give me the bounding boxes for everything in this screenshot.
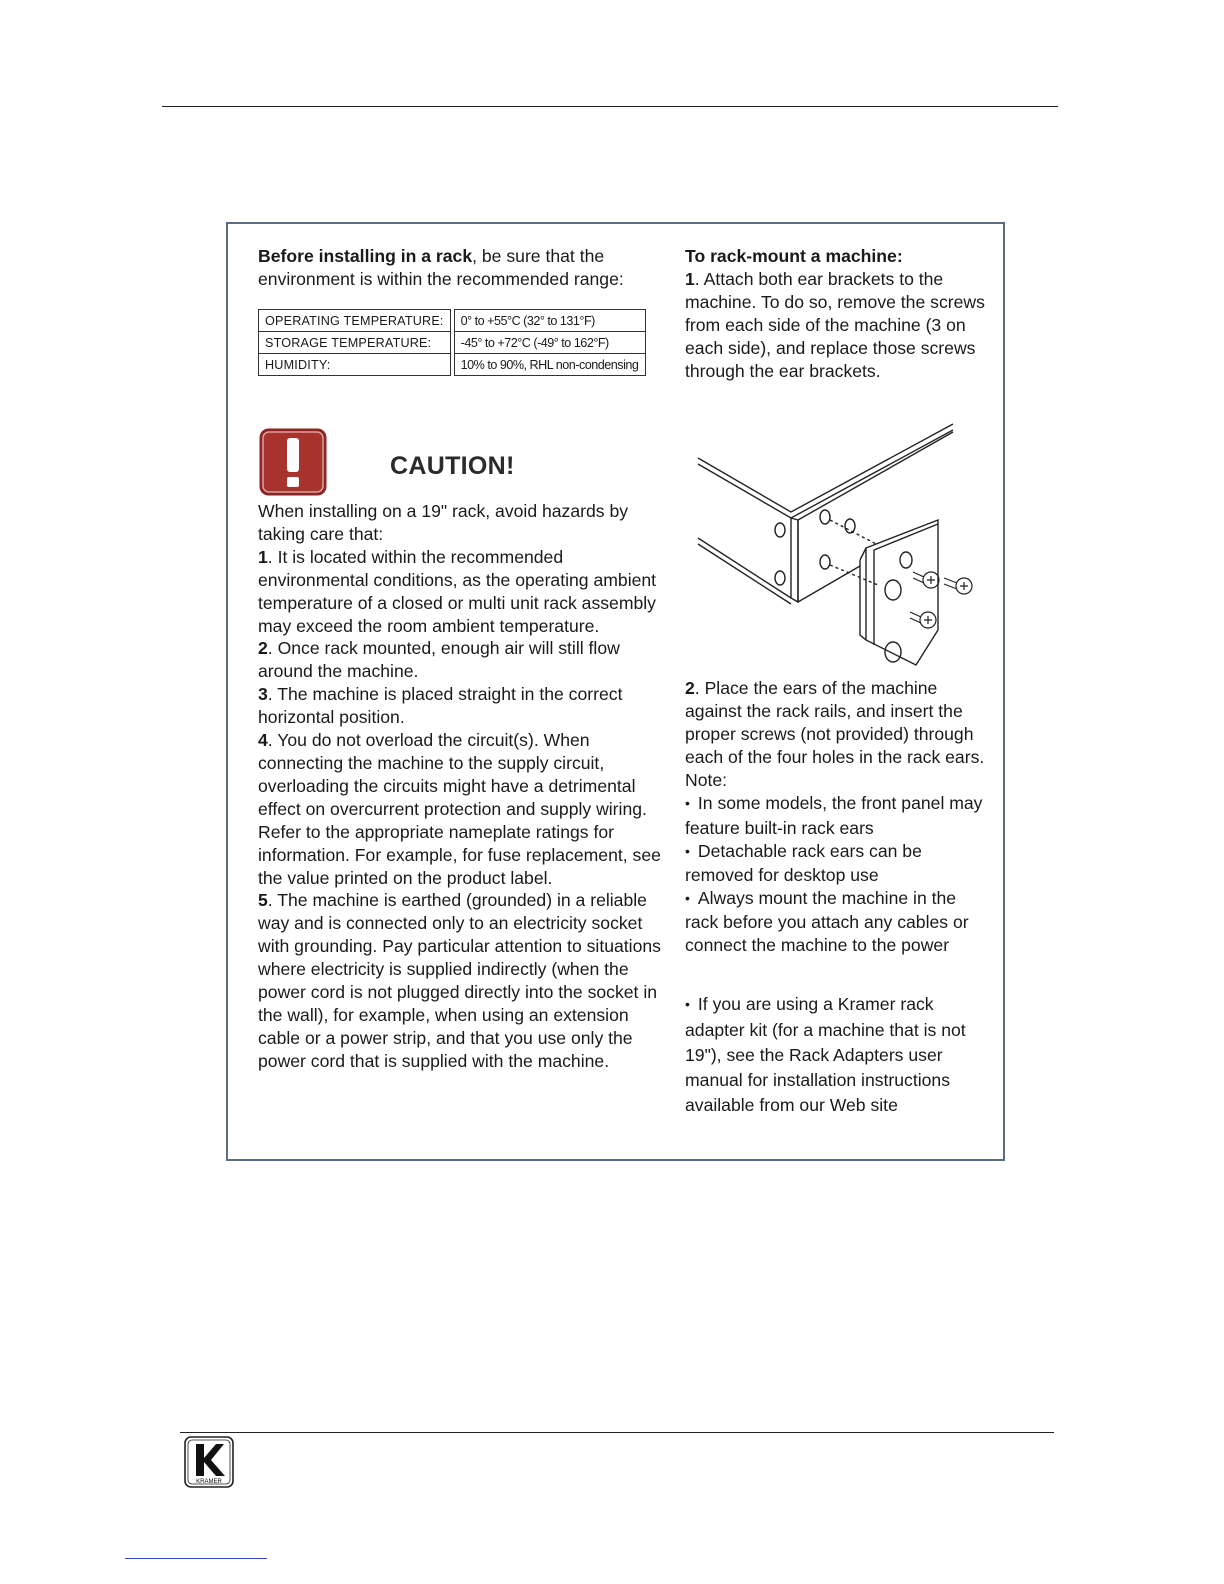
intro-bold: Before installing in a rack (258, 246, 473, 266)
rack-mount-heading: To rack-mount a machine: (685, 246, 903, 266)
header-rule (162, 106, 1058, 107)
footer-link-underline (125, 1558, 267, 1559)
footer-rule (180, 1432, 1054, 1433)
env-value: 10% to 90%, RHL non-condensing (454, 354, 646, 376)
env-value: -45° to +72°C (-49° to 162°F) (454, 332, 646, 354)
rack-ear-mounting-diagram (688, 420, 988, 675)
table-row (258, 332, 646, 354)
caution-intro: When installing on a 19" rack, avoid hazards by taking care that: (258, 501, 629, 544)
note-item: • Detachable rack ears can be removed for desktop use (685, 840, 985, 887)
note-item: • Always mount the machine in the rack before you attach any cables or connect the machine to the power (685, 887, 985, 957)
list-item: 4. You do not overload the circuit(s). When connecting the machine to the supply circuit, overloading the circuits might have a detrimental effect on overcurrent protection and supply wiring. Refer to the appropriate nameplate ratings for information. For example, for fuse replacement, see the value printed on the product label. (258, 730, 661, 888)
note-item: • If you are using a Kramer rack adapter kit (for a machine that is not 19"), see the Rack Adapters user manual for installation instructions available from our Web site (685, 992, 985, 1118)
kramer-logo (184, 1436, 234, 1488)
list-item: 1. It is located within the recommended environmental conditions, as the operating ambient temperature of a closed or multi unit rack assembly may exceed the room ambient temperature. (258, 546, 657, 636)
table-row (258, 309, 646, 332)
environment-table (255, 309, 649, 376)
note-label: Note: (685, 770, 728, 791)
step-2: 2. Place the ears of the machine against the rack rails, and insert the proper screws (not provided) through each of the four holes in the rack ears. (685, 678, 985, 768)
note-item: • In some models, the front panel may feature built-in rack ears (685, 792, 985, 839)
list-item: 3. The machine is placed straight in the correct horizontal position. (258, 684, 623, 728)
env-value: 0° to +55°C (32° to 131°F) (454, 309, 646, 332)
step-1: 1. Attach both ear brackets to the machine. To do so, remove the screws from each side of the machine (3 on each side), and replace those screws through the ear brackets. (685, 269, 985, 382)
rack-mount-step-2 (685, 677, 985, 957)
caution-body (258, 500, 670, 1073)
rack-mount-steps (685, 245, 985, 384)
rack-adapter-note (685, 992, 985, 1118)
caution-title: CAUTION! (390, 452, 515, 480)
caution-exclamation-icon (258, 427, 328, 497)
env-label: OPERATING TEMPERATURE: (258, 309, 451, 332)
env-label: STORAGE TEMPERATURE: (258, 332, 451, 354)
list-item: 2. Once rack mounted, enough air will still flow around the machine. (258, 638, 620, 682)
table-row (258, 354, 646, 376)
environment-intro (258, 245, 668, 291)
list-item: 5. The machine is earthed (grounded) in a reliable way and is connected only to an electricity socket with grounding. Pay particular attention to situations where electricity is supplied indirectly (when the power cord is not plugged directly into the socket in the wall), for example, when using an extension cable or a power strip, and that you use only the power cord that is supplied with the machine. (258, 890, 661, 1071)
intro-rest: , be sure that the environment is within the recommended range: (258, 246, 624, 290)
svg-text:KRAMER: KRAMER (196, 1479, 222, 1485)
env-label: HUMIDITY: (258, 354, 451, 376)
